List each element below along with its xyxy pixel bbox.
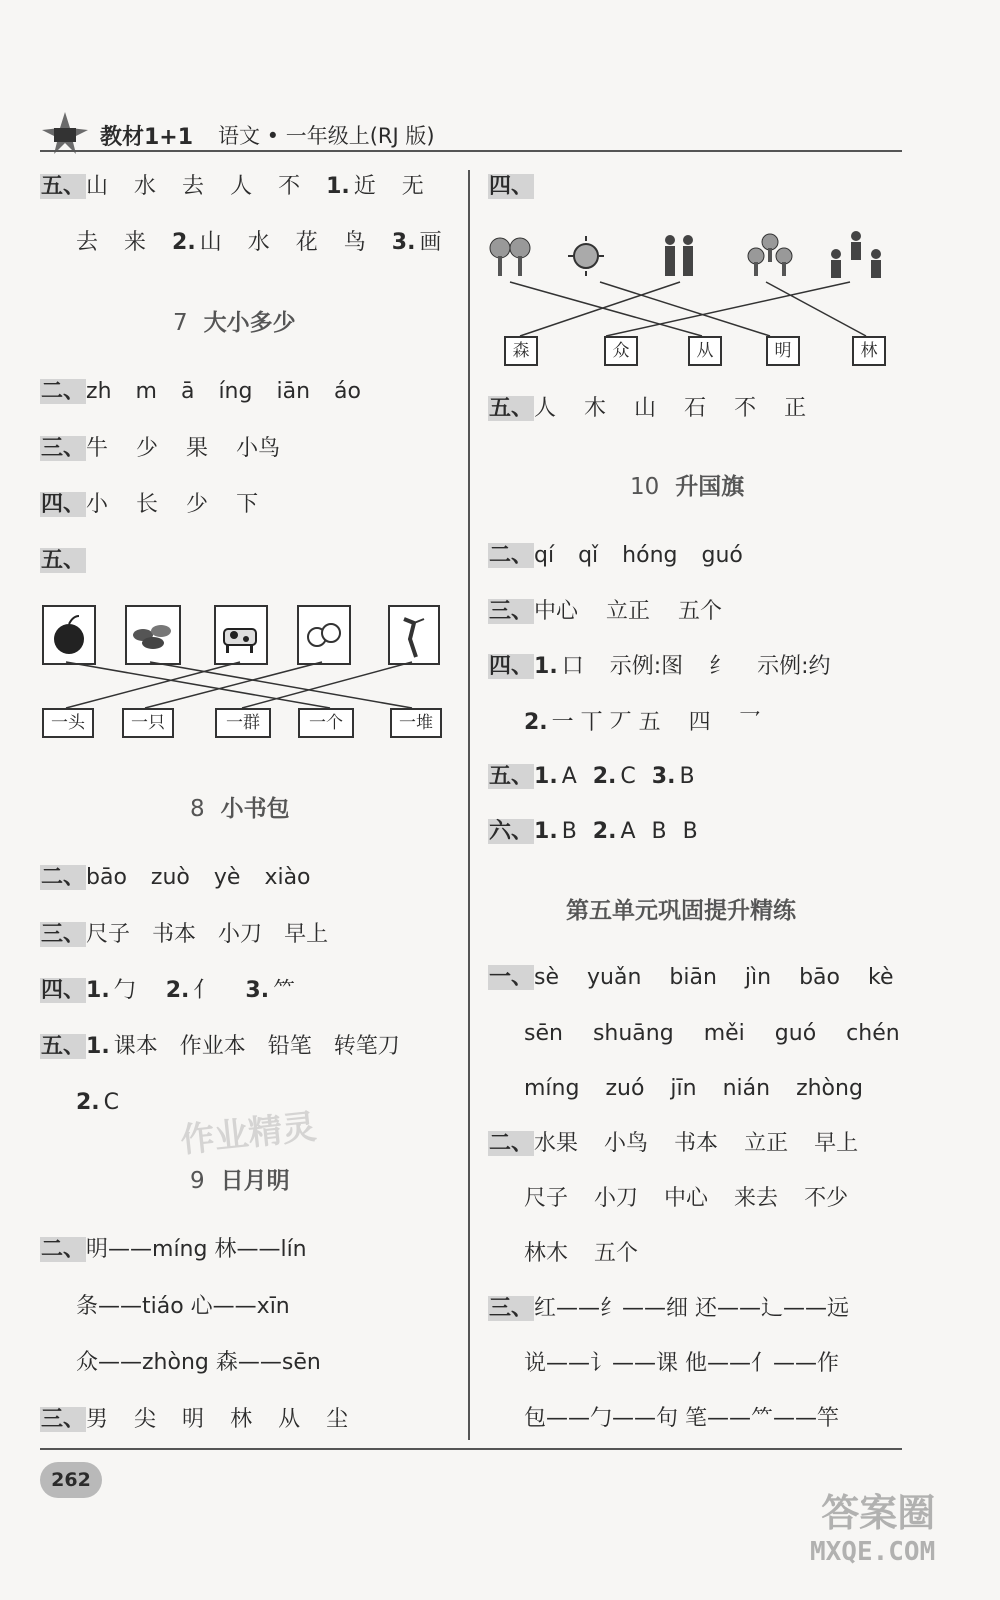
answer-token: měi	[703, 1021, 745, 1046]
s9-er-line3: 众——zhòng 森——sēn	[76, 1350, 321, 1375]
answer-token: 3.	[245, 978, 270, 1003]
answer-token: 示例:图	[609, 654, 684, 679]
answer-token: 示例:约	[757, 654, 831, 679]
s7-san: 三、牛 少 果 小鸟	[41, 436, 281, 461]
s7-word-box: 一只	[122, 708, 174, 738]
answer-token: 小刀	[594, 1186, 639, 1211]
answer-token: 作业本	[179, 1034, 246, 1059]
answer-token: 书本	[152, 922, 197, 947]
right-wu: 五、人 木 山 石 不 正	[489, 396, 807, 421]
right-word-box: 森	[504, 336, 538, 366]
answer-token: 小	[86, 492, 109, 517]
header-title: 教材1+1	[100, 125, 194, 150]
right-si: 四、	[489, 174, 534, 199]
answer-token: shuāng	[592, 1021, 674, 1046]
s8-san: 三、尺子 书本 小刀 早上	[41, 922, 329, 947]
s8-wu-line2	[76, 1088, 129, 1118]
answer-token: 转笔刀	[333, 1034, 400, 1059]
s10-wu: 五、1. A 2. C 3. B	[489, 764, 695, 789]
answer-token: 明	[182, 1407, 205, 1432]
answer-token: bāo	[86, 865, 127, 890]
right-word-box: 众	[604, 336, 638, 366]
answer-token: m	[135, 379, 157, 404]
s10-liu: 六、1. B 2. A B B	[489, 819, 698, 844]
answer-token: áo	[334, 379, 361, 404]
answer-token: 1.	[534, 654, 558, 679]
answer-token: zuò	[150, 865, 190, 890]
footer-rule	[40, 1448, 902, 1450]
answer-token: ⺮	[273, 978, 296, 1003]
s7-word-box: 一个	[298, 708, 354, 738]
answer-token: zh	[86, 379, 112, 404]
answer-token: 牛	[86, 436, 109, 461]
answer-token: 去	[182, 174, 205, 199]
answer-token: 鸟	[343, 230, 366, 255]
answer-token: yè	[213, 865, 241, 890]
answer-token: 林木	[524, 1241, 569, 1266]
answer-token: kè	[868, 965, 894, 990]
answer-token: 四	[688, 710, 711, 735]
s9-er-line2: 条——tiáo 心——xīn	[76, 1294, 290, 1319]
s7-word-box: 一头	[42, 708, 94, 738]
answer-token: 1.	[534, 764, 558, 789]
s7-wu: 五、	[41, 548, 86, 573]
u5-san: 三、红——纟——细 还——辶——远	[489, 1296, 850, 1321]
answer-token: 1.	[86, 1034, 110, 1059]
answer-token: 3.	[391, 230, 416, 255]
answer-token: 下	[236, 492, 259, 517]
answer-token: 人	[230, 174, 253, 199]
u5-yi: 一、sè yuǎn biān jìn bāo kè	[489, 965, 894, 990]
answer-token: 不	[278, 174, 301, 199]
answer-token: yuǎn	[587, 965, 642, 990]
answer-token: 水果	[534, 1131, 579, 1156]
answer-token: qǐ	[578, 543, 599, 568]
answer-token: xiào	[264, 865, 311, 890]
answer-token: 水	[134, 174, 157, 199]
u5-san-line3: 包——勹——句 笔——⺮——竿	[524, 1406, 839, 1431]
answer-token: bāo	[799, 965, 840, 990]
s8-wu: 五、1. 课本 作业本 铅笔 转笔刀	[41, 1034, 400, 1059]
answer-token: 石	[684, 396, 707, 421]
answer-token: 来去	[734, 1186, 779, 1211]
answer-token: 课本	[113, 1034, 158, 1059]
answer-token: B	[561, 819, 577, 844]
section-7-title: 7 大小多少	[173, 310, 296, 336]
answer-token: nián	[722, 1076, 771, 1101]
answer-token: B	[682, 819, 698, 844]
header-subtitle: 语文 • 一年级上(RJ 版)	[218, 124, 435, 148]
answer-token: 画	[419, 230, 442, 255]
s8-si: 四、1. 勹 2. 亻 3. ⺮	[41, 978, 296, 1003]
answer-token: 果	[186, 436, 209, 461]
answer-token: 纟	[709, 654, 732, 679]
answer-token: 1.	[326, 174, 350, 199]
s7-word-box: 一群	[215, 708, 271, 738]
answer-token: zuó	[605, 1076, 645, 1101]
answer-token: 勹	[113, 978, 136, 1003]
answer-token: 尺子	[524, 1186, 569, 1211]
answer-token: 五个	[594, 1241, 639, 1266]
left-wu-line1: 五、山 水 去 人 不 1. 近 无	[41, 174, 424, 199]
answer-token: ā	[180, 379, 195, 404]
answer-token: 口	[561, 654, 584, 679]
answer-token: 尘	[326, 1407, 349, 1432]
answer-token: 一 丅 丆 五	[551, 710, 661, 735]
answer-token: guó	[701, 543, 743, 568]
answer-token: 3.	[651, 764, 676, 789]
answer-token: 山	[199, 230, 222, 255]
answer-token: 1.	[86, 978, 110, 1003]
answer-token: 铅笔	[267, 1034, 312, 1059]
u5-er: 二、水果 小鸟 书本 立正 早上	[489, 1131, 859, 1156]
right-word-box: 林	[852, 336, 886, 366]
answer-token: chén	[846, 1021, 900, 1046]
answer-token: C	[103, 1090, 120, 1115]
right-word-box: 明	[766, 336, 800, 366]
section-8-title: 8 小书包	[190, 796, 290, 822]
answer-token: B	[651, 819, 667, 844]
answer-token: íng	[218, 379, 253, 404]
s9-er-line1: 二、明——míng 林——lín	[41, 1237, 307, 1262]
s8-er: 二、bāo zuò yè xiào	[41, 865, 311, 890]
u5-san-line2: 说——讠——课 他——亻——作	[524, 1351, 839, 1376]
answer-token: 乛	[738, 710, 761, 735]
answer-token: 小刀	[218, 922, 263, 947]
right-word-box: 从	[688, 336, 722, 366]
answer-token: jìn	[744, 965, 772, 990]
site-watermark: 答案圈 MXQE.COM	[810, 1491, 936, 1567]
answer-token: A	[620, 819, 636, 844]
answer-token: 无	[401, 174, 424, 199]
answer-token: C	[620, 764, 636, 789]
watermark-left: 作业精灵	[178, 1106, 319, 1161]
answer-token: zhòng	[796, 1076, 863, 1101]
s10-er: 二、qí qǐ hóng guó	[489, 543, 743, 568]
u5-er-line2	[524, 1184, 874, 1214]
answer-token: 2.	[76, 1090, 100, 1115]
answer-token: míng	[524, 1076, 580, 1101]
answer-token: qí	[534, 543, 555, 568]
s7-er: 二、zh m ā íng iān áo	[41, 379, 361, 404]
answer-token: 早上	[284, 922, 329, 947]
answer-token: 不少	[804, 1186, 849, 1211]
answer-token: 不	[734, 396, 757, 421]
answer-token: 去	[76, 230, 99, 255]
answer-token: 少	[186, 492, 209, 517]
answer-token: jīn	[670, 1076, 697, 1101]
answer-token: 2.	[592, 819, 617, 844]
u5-yi-line3	[524, 1074, 889, 1104]
answer-token: iān	[276, 379, 311, 404]
answer-token: 从	[278, 1407, 301, 1432]
answer-token: 中心	[534, 599, 579, 624]
s7-si: 四、小 长 少 下	[41, 492, 259, 517]
answer-token: hóng	[622, 543, 678, 568]
answer-token: 尺子	[86, 922, 131, 947]
answer-token: 来	[124, 230, 147, 255]
answer-token: A	[561, 764, 577, 789]
answer-token: 亻	[193, 978, 216, 1003]
answer-token: 2.	[165, 978, 190, 1003]
answer-token: sēn	[524, 1021, 563, 1046]
answer-token: 水	[247, 230, 270, 255]
answer-token: 早上	[814, 1131, 859, 1156]
s10-si: 四、1. 口 示例:图 纟 示例:约	[489, 654, 831, 679]
answer-token: 小鸟	[604, 1131, 649, 1156]
s7-matching-lines	[0, 0, 470, 760]
s10-san: 三、中心 立正 五个	[489, 599, 723, 624]
answer-token: 中心	[664, 1186, 709, 1211]
answer-token: 长	[136, 492, 159, 517]
answer-token: 五个	[678, 599, 723, 624]
unit5-title: 第五单元巩固提升精练	[566, 898, 796, 924]
u5-yi-line2	[524, 1019, 930, 1049]
answer-token: 小鸟	[236, 436, 281, 461]
s9-san: 三、男 尖 明 林 从 尘	[41, 1407, 349, 1432]
section-9-title: 9 日月明	[190, 1168, 290, 1194]
answer-token: 林	[230, 1407, 253, 1432]
answer-token: guó	[774, 1021, 817, 1046]
answer-token: 山	[634, 396, 657, 421]
answer-token: 2.	[524, 710, 548, 735]
s10-si-line2	[524, 708, 789, 738]
answer-token: sè	[534, 965, 560, 990]
answer-token: 花	[295, 230, 318, 255]
answer-token: 书本	[674, 1131, 719, 1156]
answer-token: 少	[136, 436, 159, 461]
section-10-title: 10 升国旗	[630, 474, 745, 500]
answer-token: 2.	[592, 764, 617, 789]
answer-token: 立正	[744, 1131, 789, 1156]
u5-er-line3	[524, 1239, 664, 1269]
page-number: 262	[40, 1462, 102, 1498]
answer-token: 1.	[534, 819, 558, 844]
answer-token: 木	[584, 396, 607, 421]
answer-token: 人	[534, 396, 557, 421]
answer-token: 正	[784, 396, 807, 421]
answer-token: 男	[86, 1407, 109, 1432]
answer-token: 近	[353, 174, 376, 199]
answer-token: 2.	[172, 230, 196, 255]
answer-token: 尖	[134, 1407, 157, 1432]
answer-token: 立正	[606, 599, 651, 624]
s7-word-box: 一堆	[390, 708, 442, 738]
answer-token: 山	[86, 174, 109, 199]
answer-token: biān	[669, 965, 717, 990]
answer-token: B	[679, 764, 695, 789]
